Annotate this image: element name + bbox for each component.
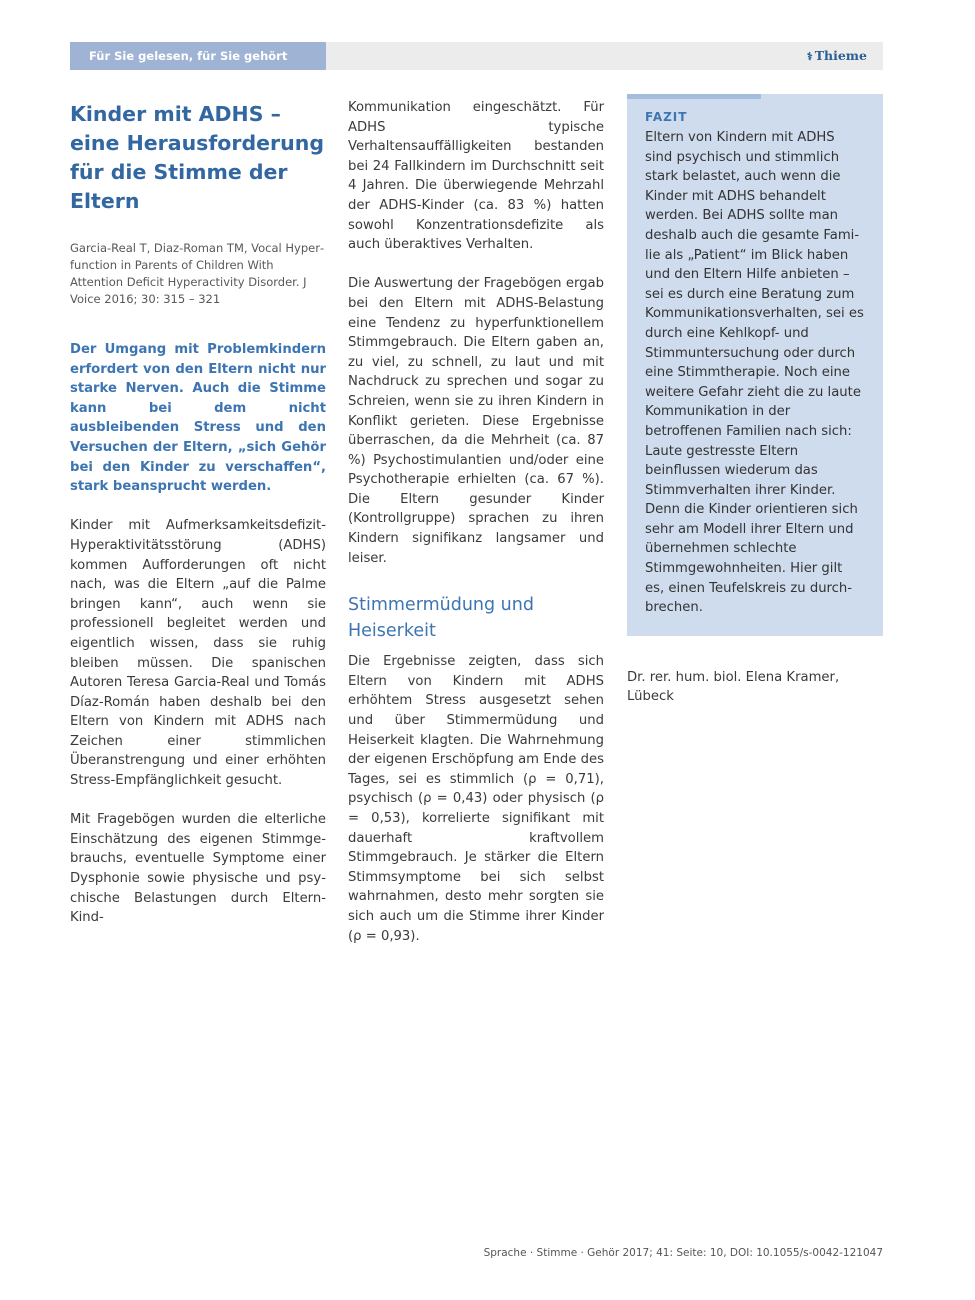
body-paragraph-2-part-2: Kommunikation eingeschätzt. Für ADHS typische Verhaltensauffälligkeiten bestanden bei 24 Fallkindern im Durchschnitt seit 4 Jahren. Die überwiegende Mehrzahl der ADHS-Kinder (ca. 83 %) hatten sowohl Konzentrationsdefizite als auch überaktives Verhalten. — [348, 100, 604, 253]
body-paragraph-3: Die Auswertung der Fragebögen ergab bei den Eltern mit ADHS-Belastung eine Tendenz zu hyperfunktionellem Stimmgebrauch. Die Eltern gaben an, zu viel, zu schnell, zu laut und mit Nachdruck zu sprechen und sogar zu Schreien, wenn sie zu ihren Kindern in Konflikt gerieten. Diese Ergebnisse überraschen, da die Mehrheit (ca. 87 %) Psychostimulantien und/oder eine Psychotherapie erhielten (ca. 67 %). Die Eltern gesunder Kinder (Kontrollgruppe) sprachen zu ihren Kindern signifikanz langsamer und leiser. — [348, 276, 604, 566]
fazit-title: FAZIT — [645, 110, 688, 124]
body-paragraph-2-part-1: Mit Fragebögen wurden die elterliche Einschätzung des eigenen Stimmgebrauchs, eventuelle Symptome einer Dysphonie sowie physische und psychische Belastungen durch Eltern-Kind- — [70, 812, 326, 926]
fazit-tab-accent — [627, 94, 761, 99]
body-paragraph-1: Kinder mit Aufmerksamkeitsdefizit-Hyperaktivitätsstörung (ADHS) kommen Aufforderungen oft nicht nach, was die Eltern „auf die Palme bringen kann“, auch wenn sie professionell begleitet werden und eigentlich wissen, dass sie ruhig bleiben müssen. Die spanischen Autoren Teresa Garcia-Real und Tomás Díaz-Román haben deshalb bei den Eltern von Kindern mit ADHS nach Zeichen einer stimmlichen Überanstrengung und einer erhöhten Stress-Empfänglichkeit gesucht. — [70, 518, 326, 789]
column-2 — [348, 98, 604, 959]
thieme-logo-icon: ⚕ — [806, 50, 813, 63]
column-1 — [70, 100, 326, 941]
body-paragraph-4: Die Ergebnisse zeigten, dass sich Eltern von Kindern mit ADHS erhöhtem Stress ausgesetzt sehen und über Stimmermüdung und Heiserkeit klagten. Die Wahrnehmung der eigenen Erschöpfung am Ende des Tages, sei es stimmlich (ρ = 0,71), psychisch (ρ = 0,43) oder physisch (ρ = 0,53), korrelierte signifikant mit dauerhaft kraftvollem Stimmgebrauch. Je stärker die Eltern Stimmsymptome bei sich selbst wahrnahmen, desto mehr sorgten sie sich auch um die Stimme ihrer Kinder (ρ = 0,93). — [348, 654, 604, 944]
article-lead: Der Umgang mit Problemkindern erfordert von den Eltern nicht nur starke Nerven. Auch die Stimme kann bei dem nicht ausbleibenden Stress und den Versuchen der Eltern, „sich Gehör bei den Kinder zu verschaffen“, stark beansprucht werden. — [70, 342, 326, 495]
fazit-box — [627, 94, 883, 636]
publisher-logo — [807, 42, 867, 70]
author-line: Dr. rer. hum. biol. Elena Kramer, Lübeck — [627, 669, 840, 705]
footer-citation: Sprache · Stimme · Gehör 2017; 41: Seite: 10, DOI: 10.1055/s-0042-121047 — [483, 1247, 883, 1259]
article-reference: Garcia-Real T, Diaz-Roman TM, Vocal Hyperfunction in Parents of Children With Attention Deficit Hyperactivity Disorder. J Voice 2016; 30: 315 – 321 — [70, 241, 325, 306]
fazit-text: Eltern von Kindern mit ADHS sind psychisch und stimmlich stark belastet, auch wenn die Kinder mit ADHS behandelt werden. Bei ADHS sollte man deshalb auch die gesamte Familie als „Patient“ im Blick haben und den Eltern Hilfe anbieten – sei es durch eine Beratung zum Kommunikationsverhalten, sei es durch eine Kehlkopf- und Stimmuntersuchung oder durch eine Stimmtherapie. Noch eine weitere Gefahr zieht die zu laute Kommunikation in der betroffenen Familien nach sich: Laute gestresste Eltern beinflussen wiederum das Stimmverhalten ihrer Kinder. Denn die Kinder orientieren sich sehr am Modell ihrer Eltern und übernehmen schlechte Stimmgewohnheiten. Hier gilt es, einen Teufelskreis zu durchbrechen. — [645, 130, 864, 616]
section-subheading: Stimmermüdung und Heiserkeit — [348, 595, 534, 642]
article-title: Kinder mit ADHS – eine Herausforderung für die Stimme der Eltern — [70, 102, 325, 213]
section-label: Für Sie gelesen, für Sie gehört — [70, 42, 326, 70]
column-3 — [627, 94, 883, 707]
publisher-name: Thieme — [814, 48, 867, 63]
header-bar — [70, 42, 883, 70]
